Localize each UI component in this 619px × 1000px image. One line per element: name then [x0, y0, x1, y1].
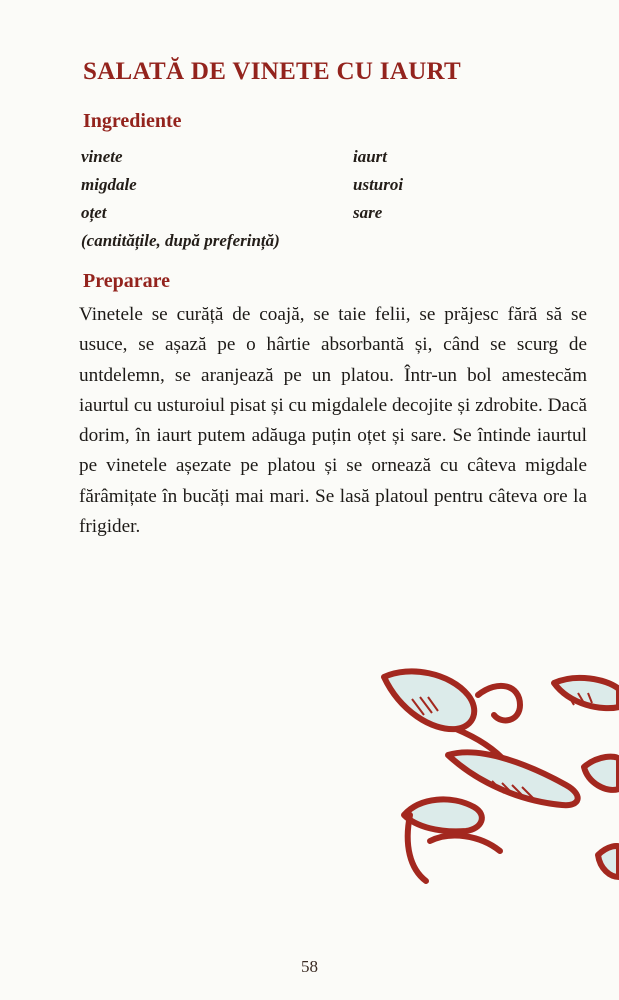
ingredient-item: sare: [353, 203, 383, 222]
ingredient-item: oțet: [81, 203, 107, 222]
ingredients-list-right: [353, 143, 403, 227]
ingredient-item: (cantitățile, după preferință): [81, 231, 280, 250]
ingredient-item: usturoi: [353, 175, 404, 194]
ingredient-item: iaurt: [353, 147, 388, 166]
floral-ornament-icon: [370, 655, 619, 900]
ingredient-item: vinete: [81, 147, 123, 166]
ingredients-heading: Ingrediente: [83, 110, 182, 132]
recipe-title: SALATĂ DE VINETE CU IAURT: [83, 58, 461, 85]
preparation-text: Vinetele se curăță de coajă, se taie felii, se prăjesc fără să se usuce, se așază pe o hârtie absorbantă și, când se scurg de untdelemn, se aranjează pe un platou. Într-un bol amestecăm iaurtul cu usturoiul pisat și cu migdalele decojite și zdrobite. Dacă dorim, în iaurt putem adăuga puțin oțet și sare. Se întinde iaurtul pe vinetele așezate pe platou și se ornează cu câteva migdale fărâmițate în bucăți mai mari. Se lasă platoul pentru câteva ore la frigider.: [79, 304, 587, 538]
preparation-heading: Preparare: [83, 270, 171, 292]
ingredient-item: migdale: [81, 175, 137, 194]
ingredients-list-left: [81, 143, 280, 255]
page-number: 58: [301, 957, 318, 976]
